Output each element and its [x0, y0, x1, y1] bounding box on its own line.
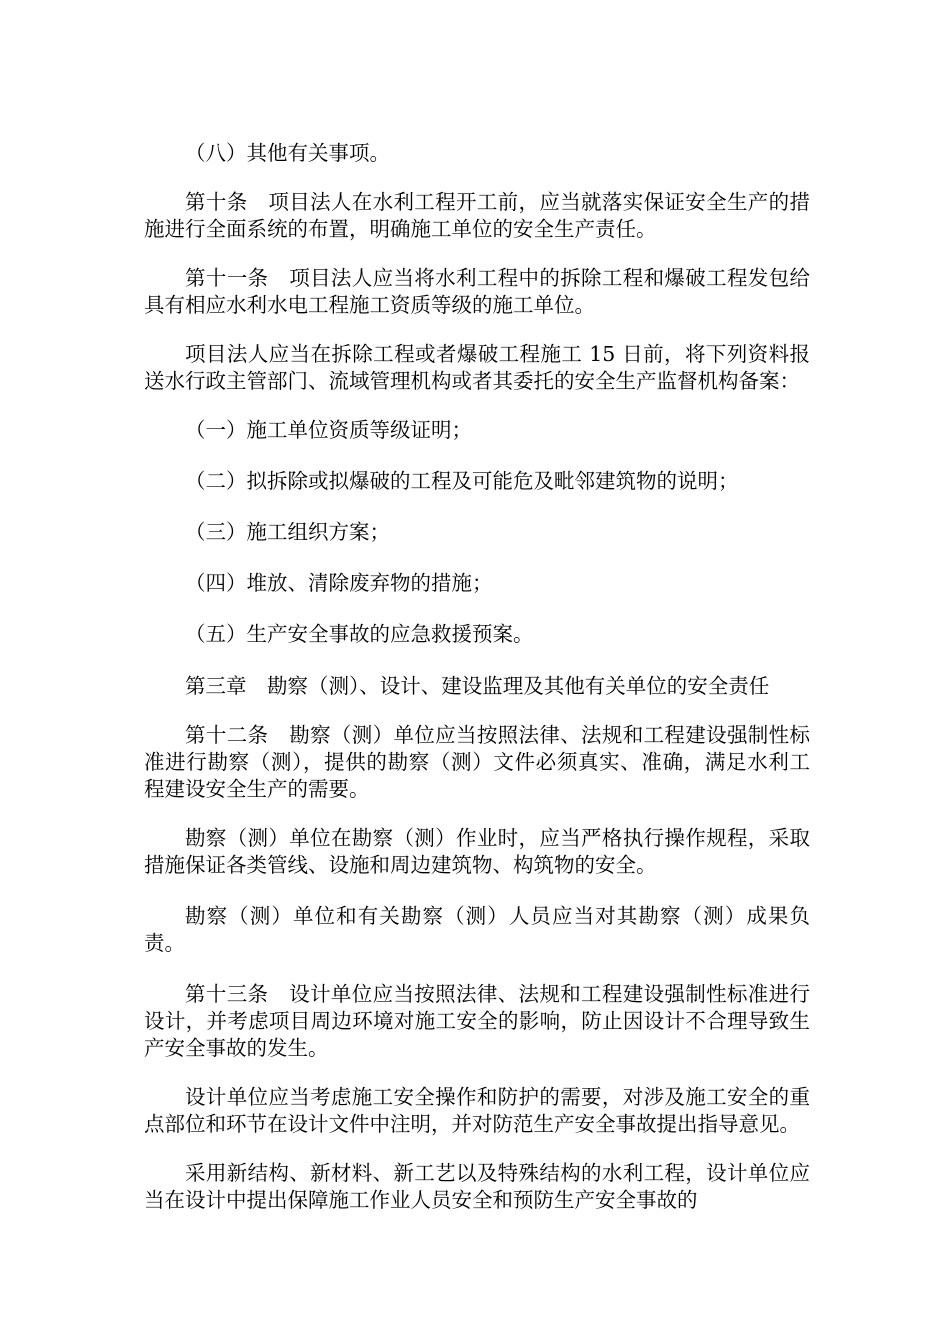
article-12-survey-responsibility: 勘察（测）单位和有关勘察（测）人员应当对其勘察（测）成果负责。 [144, 904, 810, 955]
article-12: 第十二条 勘察（测）单位应当按照法律、法规和工程建设强制性标准进行勘察（测），提供的勘察（测）文件必须真实、准确，满足水利工程建设安全生产的需要。 [144, 723, 810, 801]
article-12-survey-operation: 勘察（测）单位在勘察（测）作业时，应当严格执行操作规程，采取措施保证各类管线、设施和周边建筑物、构筑物的安全。 [144, 826, 810, 877]
filing-item-2: （二）拟拆除或拟爆破的工程及可能危及毗邻建筑物的说明； [185, 469, 739, 493]
article-11: 第十一条 项目法人应当将水利工程中的拆除工程和爆破工程发包给具有相应水利水电工程施工资质等级的施工单位。 [144, 266, 810, 317]
article-11-filing-paragraph: 项目法人应当在拆除工程或者爆破工程施工 15 日前，将下列资料报送水行政主管部门、流域管理机构或者其委托的安全生产监督机构备案： [144, 342, 810, 393]
document-page [144, 140, 810, 1214]
filing-item-3: （三）施工组织方案； [185, 520, 390, 544]
article-13: 第十三条 设计单位应当按照法律、法规和工程建设强制性标准进行设计，并考虑项目周边环境对施工安全的影响，防止因设计不合理导致生产安全事故的发生。 [144, 982, 810, 1060]
filing-item-5: （五）生产安全事故的应急救援预案。 [185, 622, 534, 646]
filing-item-1: （一）施工单位资质等级证明； [185, 418, 472, 442]
article-13-design-safety: 设计单位应当考虑施工安全操作和防护的需要，对涉及施工安全的重点部位和环节在设计文件中注明，并对防范生产安全事故提出指导意见。 [144, 1085, 810, 1136]
article-10: 第十条 项目法人在水利工程开工前，应当就落实保证安全生产的措施进行全面系统的布置，明确施工单位的安全生产责任。 [144, 190, 810, 241]
item-8: （八）其他有关事项。 [185, 141, 390, 165]
chapter-3-heading: 第三章 勘察（测）、设计、建设监理及其他有关单位的安全责任 [185, 674, 770, 698]
article-13-new-structures: 采用新结构、新材料、新工艺以及特殊结构的水利工程，设计单位应当在设计中提出保障施工作业人员安全和预防生产安全事故的 [144, 1161, 810, 1212]
filing-item-4: （四）堆放、清除废弃物的措施； [185, 571, 493, 595]
